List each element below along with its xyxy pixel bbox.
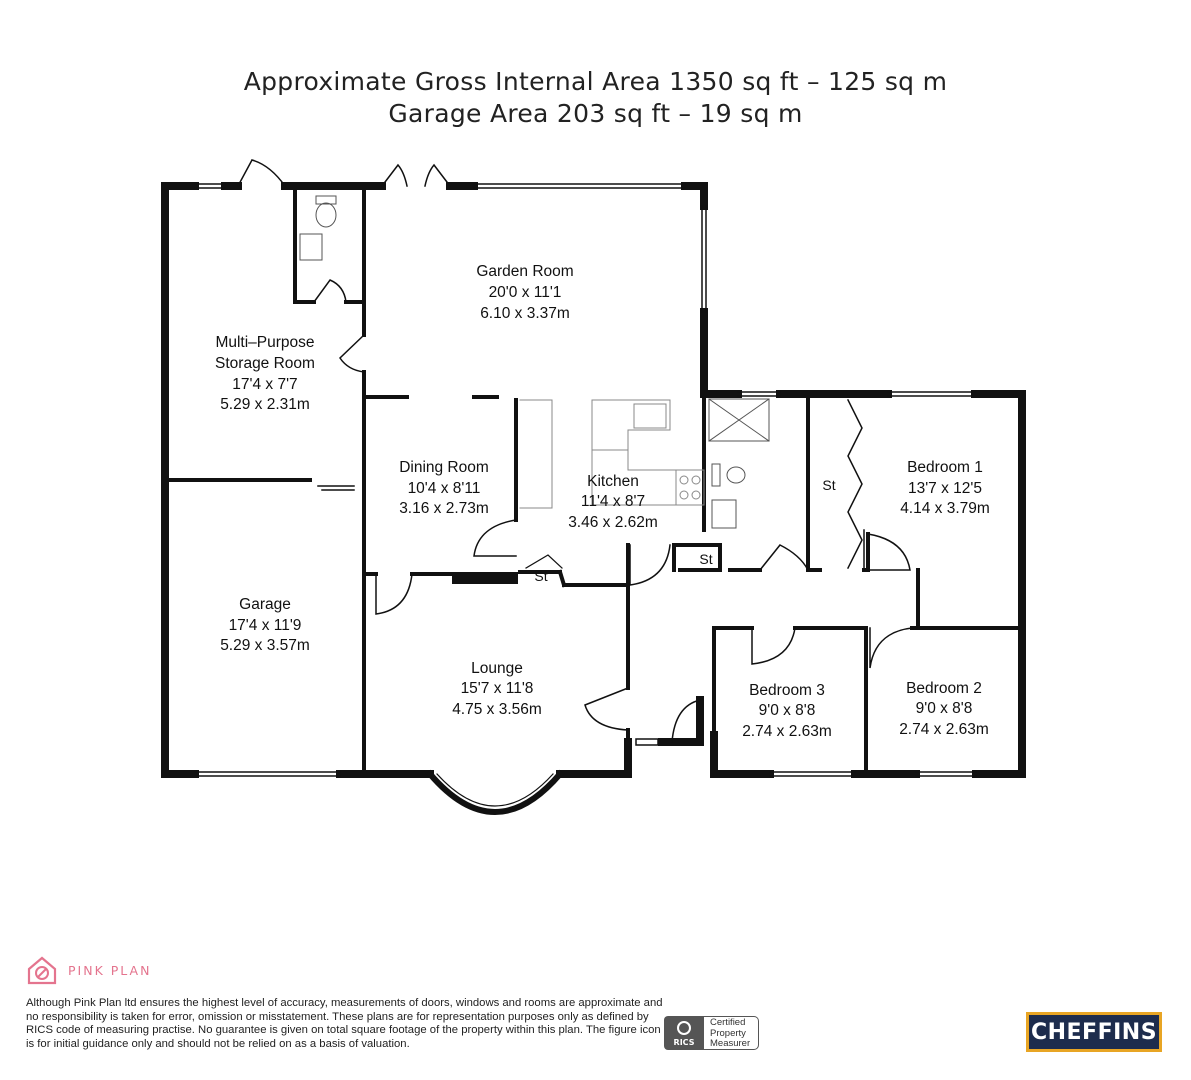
bedroom1-imperial: 13'7 x 12'5 (907, 480, 983, 497)
bedroom2-name: Bedroom 2 (906, 680, 982, 697)
room-lounge (452, 660, 542, 718)
room-kitchen (568, 473, 658, 531)
kitchen-metric: 3.46 x 2.62m (568, 514, 658, 531)
dining-storage-label: St (534, 568, 548, 584)
kitchen-units (520, 400, 704, 508)
garden-room-name: Garden Room (476, 263, 574, 280)
gross-area-text: Approximate Gross Internal Area 1350 sq ft – 125 sq m (243, 67, 948, 96)
multi-purpose-metric: 5.29 x 2.31m (220, 396, 310, 413)
room-bedroom-1 (900, 459, 990, 517)
rics-logo (664, 1016, 704, 1050)
brand-name: PINK PLAN (68, 962, 152, 978)
bedroom2-metric: 2.74 x 2.63m (899, 721, 989, 738)
multi-purpose-name-1: Multi–Purpose (215, 334, 315, 351)
bedroom3-name: Bedroom 3 (749, 682, 825, 699)
room-garden (476, 263, 573, 322)
room-garage (220, 596, 310, 654)
rics-line-2: Property (710, 1027, 746, 1039)
bay-window (430, 774, 560, 812)
kitchen-imperial: 11'4 x 8'7 (580, 493, 646, 510)
rics-emblem-icon (677, 1021, 691, 1035)
garden-room-metric: 6.10 x 3.37m (480, 305, 570, 322)
bedroom1-metric: 4.14 x 3.79m (900, 500, 990, 517)
lounge-name: Lounge (471, 660, 523, 677)
garage-area-text: Garage Area 203 sq ft – 19 sq m (388, 99, 803, 128)
dining-cupboard-marker (526, 555, 562, 568)
rics-logo-text: RICS (673, 1038, 695, 1047)
multi-purpose-name-2: Storage Room (215, 355, 315, 372)
pink-plan-brand (26, 955, 151, 985)
dining-room-metric: 3.16 x 2.73m (399, 500, 489, 517)
bedroom3-imperial: 9'0 x 8'8 (758, 702, 816, 719)
windows (195, 184, 976, 776)
garden-room-imperial: 20'0 x 11'1 (488, 284, 562, 301)
rics-line-3: Measurer (710, 1038, 751, 1049)
house-logo-icon (26, 955, 58, 985)
agent-logo (1026, 1012, 1162, 1052)
agent-name: CHEFFINS (1030, 1019, 1158, 1045)
room-bedroom-2 (899, 680, 989, 738)
disclaimer-text: Although Pink Plan ltd ensures the highest level of accuracy, measurements of doors, windows and rooms are approximate and no responsibility is taken for error, omission or misstatement. These plans are for representation purposes only as defined by RICS code of measuring practise. No guarantee is given on total square footage of the property within this plan. The figure icon is for initial guidance only and should not be relied on as a basis of valuation. (26, 997, 663, 1050)
garage-metric: 5.29 x 3.57m (220, 637, 310, 654)
chimney-breast (452, 572, 518, 584)
room-bedroom-3 (742, 682, 832, 740)
doors (238, 160, 912, 742)
rics-badge (664, 1016, 759, 1050)
wardrobe-doors (848, 400, 862, 568)
bedroom1-name: Bedroom 1 (907, 459, 983, 476)
bedroom1-storage-label: St (822, 477, 836, 493)
bedroom3-metric: 2.74 x 2.63m (742, 723, 832, 740)
bathroom-fixtures (300, 196, 769, 528)
dining-room-name: Dining Room (399, 459, 489, 476)
garage-name: Garage (239, 596, 291, 613)
bedroom2-imperial: 9'0 x 8'8 (915, 700, 973, 717)
garage-imperial: 17'4 x 11'9 (228, 617, 302, 634)
lounge-metric: 4.75 x 3.56m (452, 701, 542, 718)
dining-room-imperial: 10'4 x 8'11 (407, 480, 481, 497)
rics-certification (704, 1016, 759, 1050)
room-multi-purpose (215, 334, 315, 413)
kitchen-name: Kitchen (587, 473, 639, 490)
multi-purpose-imperial: 17'4 x 7'7 (232, 376, 298, 393)
rics-line-1: Certified (710, 1017, 746, 1028)
hall-storage-label: St (699, 551, 713, 567)
lounge-imperial: 15'7 x 11'8 (460, 680, 534, 697)
room-dining (399, 459, 489, 517)
